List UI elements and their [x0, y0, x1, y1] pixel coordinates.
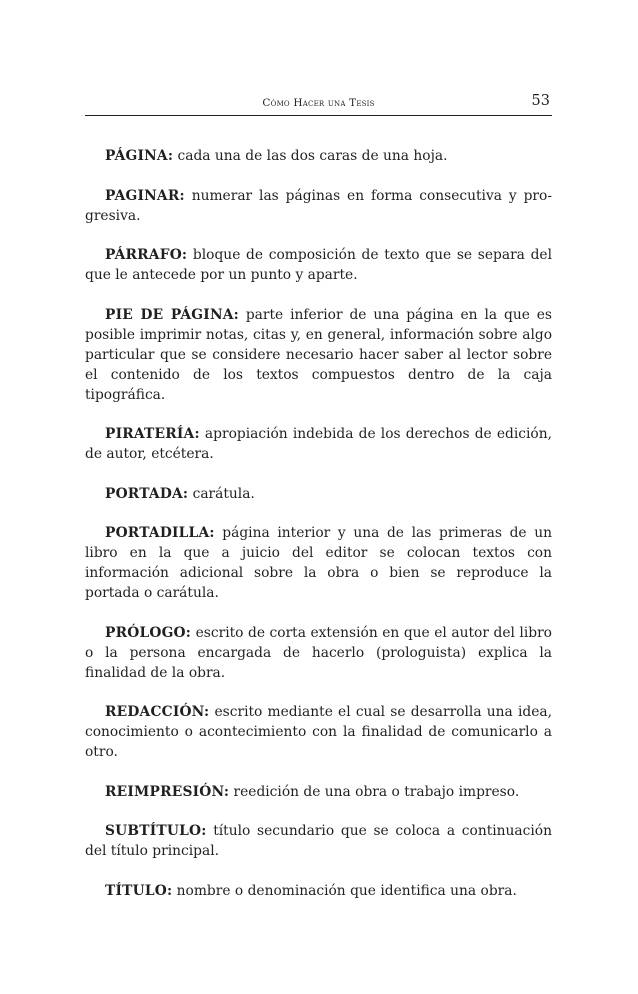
- glossary-definition: escrito de corta extensión en que el autor del libro o la persona encargada de hacerlo (prologuista) explica la finalidad de la obra.: [85, 624, 552, 681]
- glossary-definition: cada una de las dos caras de una hoja.: [177, 148, 448, 164]
- glossary-definition: bloque de composición de texto que se separa del que le antecede por un punto y aparte.: [85, 247, 553, 283]
- page-number: 53: [531, 93, 550, 109]
- glossary-definition: apropiación indebida de los derechos de edición, de autor, etcétera.: [85, 426, 552, 462]
- glossary-entry: [85, 782, 552, 802]
- glossary-term: REDACCIÓN:: [105, 704, 210, 720]
- glossary-entry: [85, 702, 552, 762]
- glossary-entry: [85, 881, 552, 901]
- glossary-entry: [85, 146, 552, 166]
- glossary-term: PIE DE PÁGINA:: [105, 306, 239, 323]
- glossary-term: TÍTULO:: [105, 882, 173, 899]
- glossary-definition: nombre o denominación que identifica una obra.: [176, 882, 517, 899]
- glossary-definition: escrito mediante el cual se desarrolla una idea, conocimiento o acontecimiento con la finalidad de comunicarlo a otro.: [85, 704, 552, 760]
- glossary-definition: página interior y una de las primeras de un libro en la que a juicio del editor se colocan textos con información adicional sobre la obra o bien se reproduce la portada o carátula.: [85, 525, 552, 601]
- glossary-term: PÁGINA:: [105, 148, 174, 164]
- glossary-entry: [85, 523, 552, 603]
- glossary-term: PORTADILLA:: [105, 525, 215, 541]
- glossary-entry: [85, 186, 552, 226]
- glossary-definition: parte inferior de una página en la que es posible imprimir notas, citas y, en general, información sobre algo particular que se considere necesario hacer saber al lector sobre el contenido de los textos compuestos dentro de la caja tipográfica.: [85, 306, 552, 403]
- glossary-term: REIMPRESIÓN:: [105, 783, 230, 800]
- running-header: [85, 93, 552, 116]
- glossary-definition: reedición de una obra o trabajo impreso.: [233, 783, 520, 800]
- glossary-term: PRÓLOGO:: [105, 624, 192, 641]
- glossary-term: SUBTÍTULO:: [105, 823, 207, 839]
- glossary-entry: [85, 484, 552, 504]
- glossary-entry: [85, 623, 552, 683]
- glossary-definition: numerar las páginas en forma consecutiva y pro-gresiva.: [85, 187, 552, 224]
- glossary-entry: [85, 821, 552, 861]
- glossary-definition: carátula.: [192, 485, 255, 502]
- running-title: Cómo Hacer una Tesis: [262, 97, 375, 109]
- glossary-term: PAGINAR:: [105, 187, 185, 204]
- glossary-entry: [85, 424, 552, 464]
- glossary-definition: título secundario que se coloca a continuación del título principal.: [85, 823, 552, 859]
- book-page: [85, 0, 552, 994]
- glossary-list: [85, 146, 552, 920]
- glossary-entry: [85, 245, 552, 285]
- glossary-term: PÁRRAFO:: [105, 247, 188, 263]
- glossary-term: PORTADA:: [105, 485, 189, 502]
- glossary-term: PIRATERÍA:: [105, 426, 200, 442]
- glossary-entry: [85, 305, 552, 405]
